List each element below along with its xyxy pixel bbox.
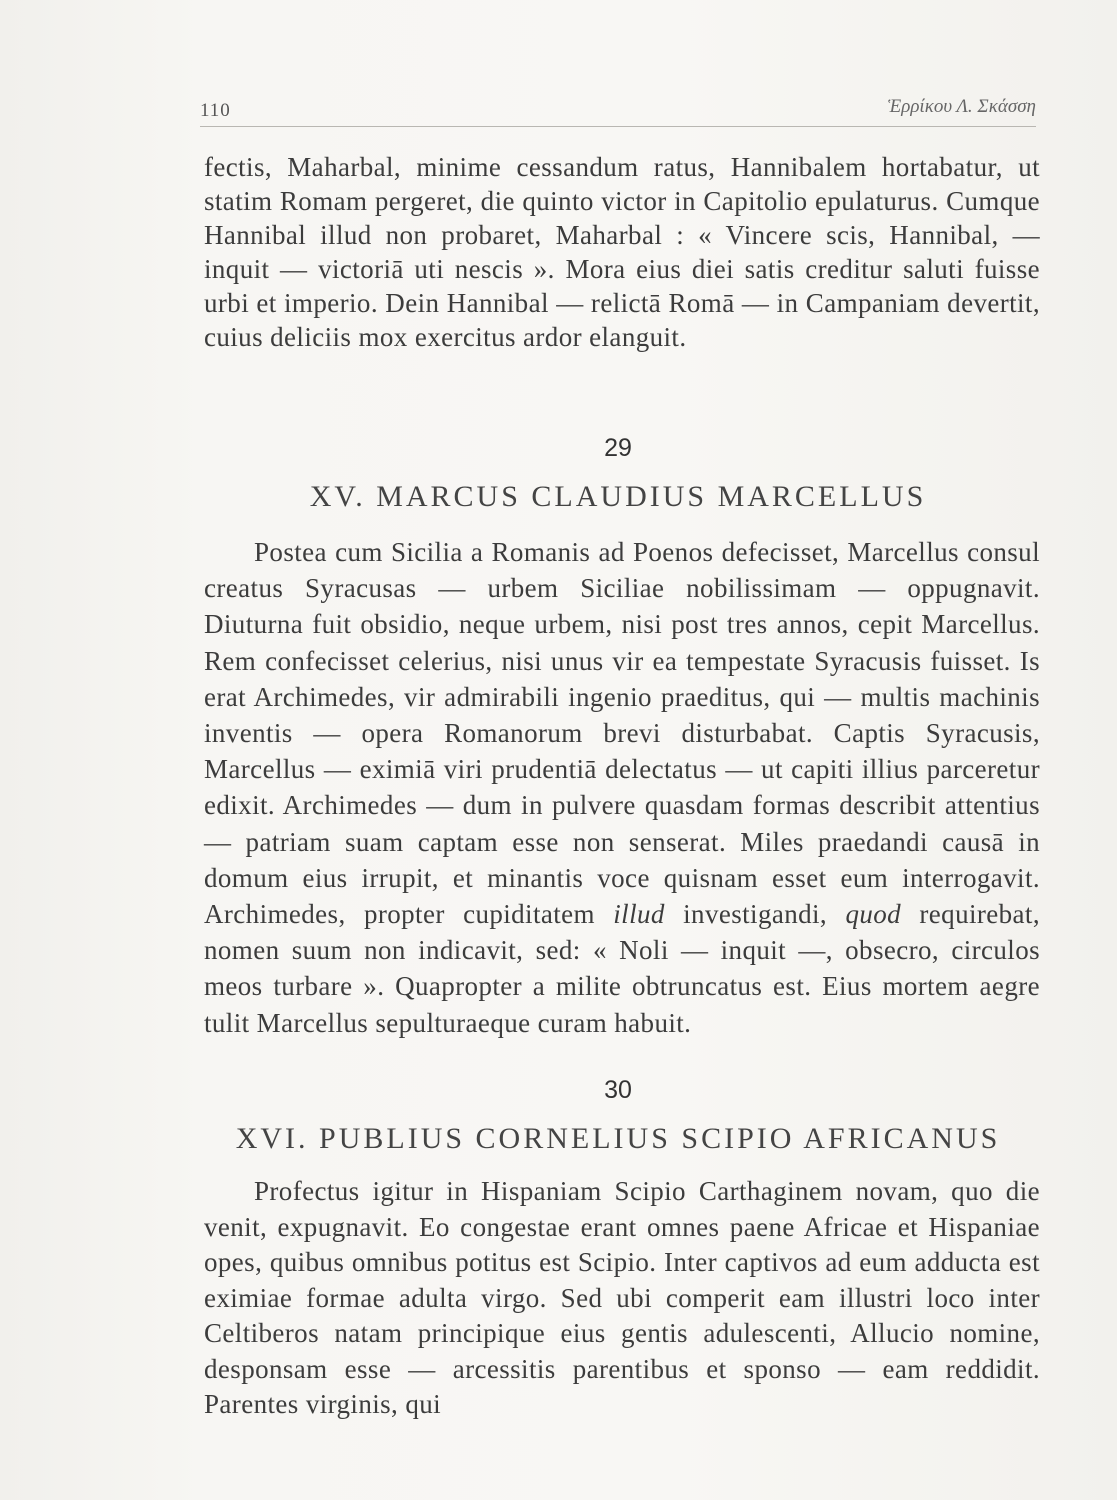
paragraph-marcellus	[204, 534, 1040, 1041]
section-title-scipio: XVI. PUBLIUS CORNELIUS SCIPIO AFRICANUS	[235, 1122, 1001, 1155]
text-run: requirebat, nomen suum non indicavit, sed: « Noli — inquit —, obsecro, circulos meos turbare ». Quapropter a milite obtruncatus est. Eius mortem aegre tulit Marcellus sepulturaeque curam habuit.	[204, 899, 1040, 1038]
page-header	[200, 84, 1040, 124]
page-number: 110	[200, 100, 231, 121]
header-rule	[200, 126, 1036, 127]
section-number-29: 29	[604, 434, 632, 462]
paragraph-continued	[204, 150, 1040, 354]
paragraph-text	[204, 534, 1040, 1041]
paragraph-text: fectis, Maharbal, minime cessandum ratus, Hannibalem hortabatur, ut statim Romam pergeret, die quinto victor in Capitolio epulaturus. Cumque Hannibal illud non probaret, Maharbal : « Vincere scis, Hannibal, — inquit — victoriā uti nescis ». Mora eius diei satis creditur saluti fuisse urbi et imperio. Dein Hannibal — relictā Romā — in Campaniam devertit, cuius deliciis mox exercitus ardor elanguit.	[204, 152, 1040, 352]
section-title-marcellus: XV. MARCUS CLAUDIUS MARCELLUS	[309, 480, 927, 513]
text-run: investigandi,	[664, 899, 846, 930]
paragraph-text: Profectus igitur in Hispaniam Scipio Carthaginem novam, quo die venit, expugnavit. Eo congestae erant omnes paene Africae et Hispaniae opes, quibus omnibus potitus est Scipio. Inter captivos ad eum adducta est eximiae formae adulta virgo. Sed ubi comperit eam illustri loco inter Celtiberos natam principique eius gentis adulescenti, Allucio nomine, desponsam esse — arcessitis parentibus et sponso — eam reddidit. Parentes virginis, qui	[204, 1176, 1040, 1419]
running-head: Ἑρρίκου Λ. Σκάσση	[887, 96, 1036, 117]
italic-word: quod	[845, 899, 902, 930]
italic-word: illud	[613, 899, 665, 930]
text-run: Postea cum Sicilia a Romanis ad Poenos defecisset, Marcellus consul creatus Syracusas — urbem Siciliae nobilissimam — oppugnavit. Diuturna fuit obsidio, neque urbem, nisi post tres annos, cepit Marcellus. Rem confecisset celerius, nisi unus vir ea tempestate Syracusis fuisset. Is erat Archimedes, vir admirabili ingenio praeditus, qui — multis machinis inventis — opera Romanorum brevi disturbabat. Captis Syracusis, Marcellus — eximiā viri prudentiā delectatus — ut capiti illius parceretur edixit. Archimedes — dum in pulvere quasdam formas describit attentius — patriam suam captam esse non senserat. Miles praedandi causā in domum eius irrupit, et minantis voce quisnam esset eum interrogavit. Archimedes, propter cupiditatem	[204, 537, 1040, 930]
paragraph-scipio	[204, 1174, 1040, 1423]
section-number-30: 30	[604, 1076, 632, 1104]
